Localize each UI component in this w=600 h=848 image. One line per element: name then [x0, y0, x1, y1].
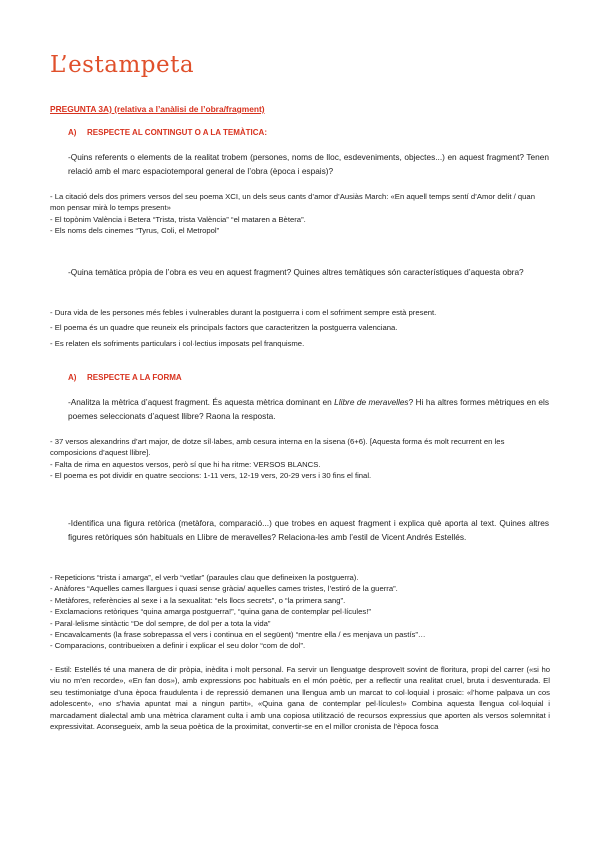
style-paragraph — [50, 664, 550, 733]
answer-4-line: - Exclamacions retòriques “quina amarga postguerra!”, “quina gana de contemplar pel·lícules!” — [50, 607, 371, 617]
question-heading: PREGUNTA 3A) (relativa a l’anàlisi de l’obra/fragment) — [50, 104, 265, 114]
document-title: L’estampeta — [50, 52, 195, 78]
answer-4-line: - Repeticions “trista i amarga”, el verb “vetlar” (paraules clau que defineixen la postguerra). — [50, 573, 359, 582]
answer-1 — [50, 191, 550, 237]
answer-1-line: - La citació dels dos primers versos del seu poema XCI, un dels seus cants d’amor d’Ausiàs March: «En aquell temps sentí d’Amor delit / quan mon pensar mirà lo temps present» — [50, 192, 535, 213]
answer-4-line: - Comparacions, contribueixen a definir i explicar el seu dolor “com de dol”. — [50, 641, 306, 651]
question-3: -Analitza la mètrica d’aquest fragment. És aquesta mètrica dominant en Llibre de meravelles? Hi ha altres formes mètriques en els poemes seleccionats d’aquest llibre? Raona la resposta. — [68, 397, 549, 421]
section-letter: A) — [68, 128, 77, 137]
answer-3-line: - El poema es pot dividir en quatre seccions: 1-11 vers, 12-19 vers, 20-29 vers i 30 fins el final. — [50, 471, 372, 481]
section-label: RESPECTE A LA FORMA — [87, 373, 182, 382]
style-text: - Estil: Estellés té una manera de dir pròpia, inèdita i molt personal. Fa servir un llenguatge desproveït sovint de floritura, propi del carrer («si ho viu no m’en recorde», «En fan dos»), amb expressions poc habituals en el món poètic, per a reflectir una realitat cruel, bruta i desventurada. El seu testimoniatge d’una època fraudulenta i de repressió demanen una llengua amb un marcat to col·loquial i prosaic: «l’home palpava un cos adolescent», «no s’havia apuntat mai a ningun partit», «Quina gana de contemplar pel·lícules!» Combina aquesta llengua col·loquial i marcadament dialectal amb una mètrica clarament culta i amb una copiosa utilització de recursos expressius que aporten als versos solemnitat i expressivitat. Aconsegueix, amb la seua poètica de la proximitat, convertir-se en el millor cronista de l’època fosca — [50, 665, 550, 732]
question-2: -Quina temàtica pròpia de l’obra es veu en aquest fragment? Quines altres temàtiques són característiques d’aquesta obra? — [68, 267, 524, 277]
answer-3-line: - 37 versos alexandrins d’art major, de dotze síl·labes, amb cesura interna en la sisena (6+6). [Aquesta forma és molt recurrent en les composicions d’aquest llibre]. — [50, 437, 505, 458]
section-content-heading — [68, 128, 267, 137]
question-4: -Identifica una figura retòrica (metàfora, comparació...) que trobes en aquest fragment i explica què aporta al text. Quines altres figures retòriques són habituals en Llibre de meravelles? Relaciona-les amb l’estil de Vicent Andrés Estellés. — [68, 518, 549, 542]
answer-3 — [50, 436, 550, 482]
answer-2 — [50, 307, 550, 349]
answer-4-line: - Encavalcaments (la frase sobrepassa el vers i continua en el següent) “mentre ella / es menjava un pastís”… — [50, 630, 426, 640]
section-label: RESPECTE AL CONTINGUT O A LA TEMÀTICA: — [87, 128, 267, 137]
answer-4 — [50, 572, 550, 652]
answer-1-line: - El topònim València i Betera “Trista, trista València” “el mataren a Bètera”. — [50, 214, 306, 224]
answer-2-line: - El poema és un quadre que reuneix els principals factors que caracteritzen la postguerra valenciana. — [50, 323, 398, 333]
answer-4-line: - Paral·lelisme sintàctic “De dol sempre, de dol per a tota la vida” — [50, 618, 271, 628]
answer-4-line: - Anàfores “Aquelles cames llargues i quasi sense gràcia/ aquelles cames tristes, l’estiró de la guerra”. — [50, 584, 398, 594]
answer-2-line: - Es relaten els sofriments particulars i col·lectius imposats pel franquisme. — [50, 338, 305, 348]
section-form-heading — [68, 373, 182, 382]
question-1: -Quins referents o elements de la realitat trobem (persones, noms de lloc, esdeveniments, objectes...) en aquest fragment? Tenen relació amb el marc espaciotemporal general de l’obra (època i espais)? — [68, 152, 549, 176]
answer-4-line: - Metàfores, referències al sexe i a la sexualitat: “els llocs secrets”, o “la primera sang”. — [50, 595, 346, 605]
answer-1-line: - Els noms dels cinemes “Tyrus, Coli, el Metropol” — [50, 226, 220, 236]
answer-3-line: - Falta de rima en aquestos versos, però sí que hi ha ritme: VERSOS BLANCS. — [50, 459, 321, 469]
answer-2-line: - Dura vida de les persones més febles i vulnerables durant la postguerra i com el sofriment sempre està present. — [50, 308, 437, 317]
section-letter: A) — [68, 373, 77, 382]
